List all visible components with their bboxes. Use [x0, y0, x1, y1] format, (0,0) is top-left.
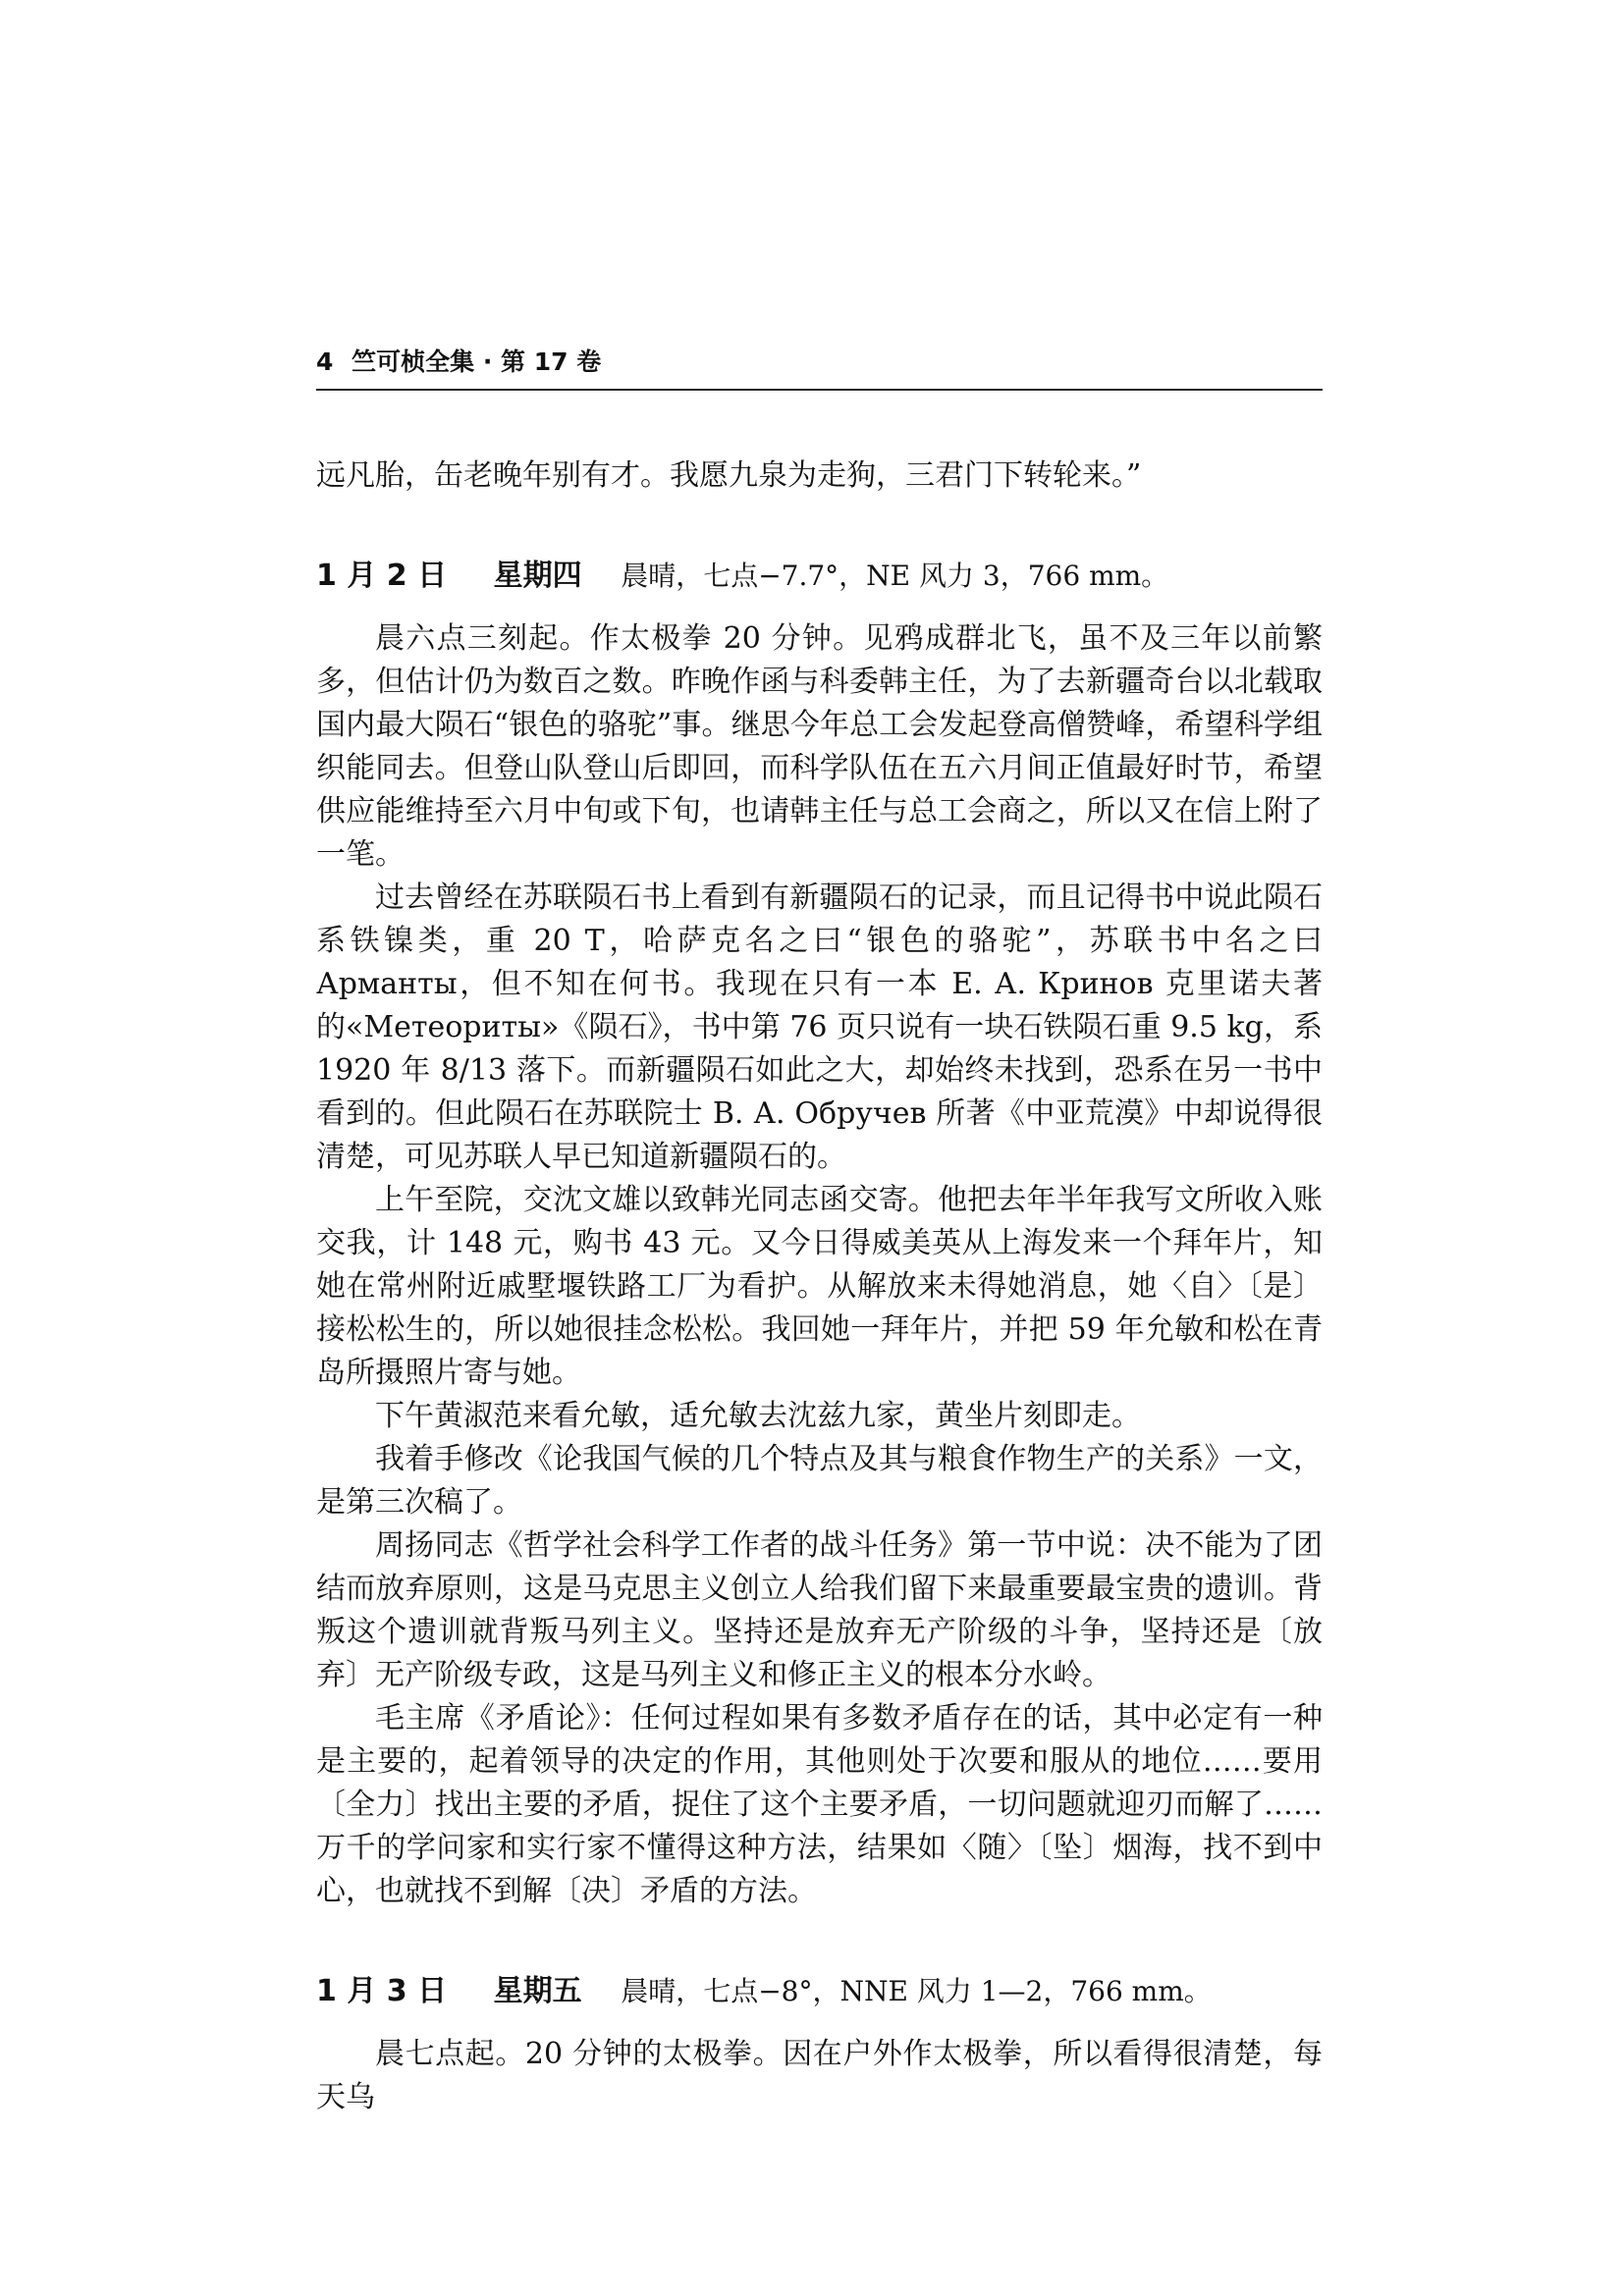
entry-heading	[316, 1970, 1323, 2013]
entry-weather: 晨晴，七点−7.7°，NE 风力 3，766 mm。	[621, 560, 1169, 592]
continuation-paragraph: 远凡胎，缶老晚年别有才。我愿九泉为走狗，三君门下转轮来。”	[316, 458, 1142, 493]
diary-entry-jan-2	[316, 555, 1323, 1913]
entry-weekday: 星期五	[493, 1974, 582, 2008]
page-body	[316, 454, 1323, 2119]
entry-weather: 晨晴，七点−8°，NNE 风力 1—2，766 mm。	[621, 1975, 1212, 2007]
book-title: 竺可桢全集 · 第 17 卷	[352, 347, 602, 376]
running-header	[316, 346, 1323, 391]
paragraph: 晨六点三刻起。作太极拳 20 分钟。见鸦成群北飞，虽不及三年以前繁多，但估计仍为数百之数。昨晚作函与科委韩主任，为了去新疆奇台以北载取国内最大陨石“银色的骆驼”事。继思今年总工会发起登高僧赞峰，希望科学组织能同去。但登山队登山后即回，而科学队伍在五六月间正值最好时节，希望供应能维持至六月中旬或下旬，也请韩主任与总工会商之，所以又在信上附了一笔。	[316, 621, 1323, 872]
paragraph: 上午至院，交沈文雄以致韩光同志函交寄。他把去年半年我写文所收入账交我，计 148 元，购书 43 元。又今日得威美英从上海发来一个拜年片，知她在常州附近戚墅堰铁路工厂为看护。从解放来未得她消息，她〈自〉〔是〕接松松生的，所以她很挂念松松。我回她一拜年片，并把 59 年允敏和松在青岛所摄照片寄与她。	[316, 1183, 1323, 1390]
paragraph: 我着手修改《论我国气候的几个特点及其与粮食作物生产的关系》一文，是第三次稿了。	[316, 1442, 1323, 1520]
paragraph: 晨七点起。20 分钟的太极拳。因在户外作太极拳，所以看得很清楚，每天乌	[316, 2037, 1323, 2114]
entry-heading	[316, 555, 1323, 598]
diary-entry-jan-3	[316, 1970, 1323, 2119]
paragraph: 下午黄淑范来看允敏，适允敏去沈兹九家，黄坐片刻即走。	[375, 1399, 1141, 1433]
paragraph: 过去曾经在苏联陨石书上看到有新疆陨石的记录，而且记得书中说此陨石系铁镍类，重 20 T，哈萨克名之曰“银色的骆驼”，苏联书中名之曰 Арманты，但不知在何书。我现在只有一本 Е. А. Кринов 克里诺夫著的«Метеориты»《陨石》，书中第 76 页只说有一块石铁陨石重 9.5 kg，系 1920 年 8/13 落下。而新疆陨石如此之大，却始终未找到，恐系在另一书中看到的。但此陨石在苏联院士 В. А. Обручев 所著《中亚荒漠》中却说得很清楚，可见苏联人早已知道新疆陨石的。	[316, 881, 1323, 1174]
page-number: 4	[316, 347, 334, 376]
paragraph: 周扬同志《哲学社会科学工作者的战斗任务》第一节中说：决不能为了团结而放弃原则，这是马克思主义创立人给我们留下来最重要最宝贵的遗训。背叛这个遗训就背叛马列主义。坚持还是放弃无产阶级的斗争，坚持还是〔放弃〕无产阶级专政，这是马列主义和修正主义的根本分水岭。	[316, 1528, 1323, 1692]
entry-weekday: 星期四	[493, 559, 582, 593]
entry-date: 1 月 3 日	[316, 1974, 448, 2008]
entry-date: 1 月 2 日	[316, 559, 448, 593]
paragraph: 毛主席《矛盾论》：任何过程如果有多数矛盾存在的话，其中必定有一种是主要的，起着领导的决定的作用，其他则处于次要和服从的地位……要用〔全力〕找出主要的矛盾，捉住了这个主要矛盾，一切问题就迎刃而解了……万千的学问家和实行家不懂得这种方法，结果如〈随〉〔坠〕烟海，找不到中心，也就找不到解〔决〕矛盾的方法。	[316, 1701, 1323, 1908]
